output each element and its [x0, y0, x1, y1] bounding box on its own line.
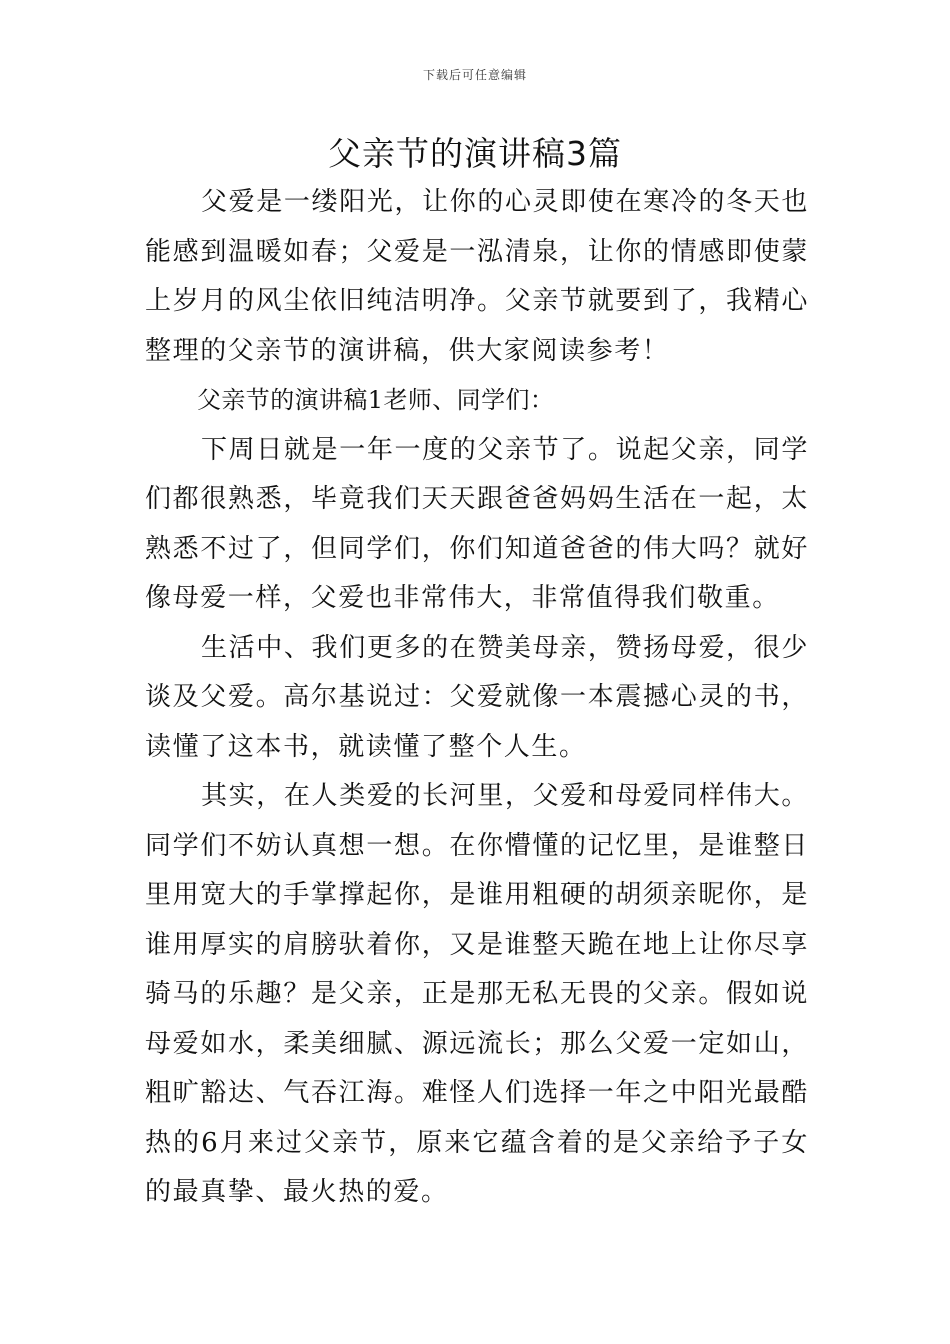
document-body — [145, 178, 809, 1218]
section-heading: 父亲节的演讲稿1老师、同学们： — [197, 386, 555, 414]
paragraph-1: 下周日就是一年一度的父亲节了。说起父亲，同学们都很熟悉，毕竟我们天天跟爸爸妈妈生活在一起，太熟悉不过了，但同学们，你们知道爸爸的伟大吗？就好像母爱一样，父爱也非常伟大，非常值得我们敬重。 — [145, 434, 809, 613]
paragraph-2: 生活中、我们更多的在赞美母亲，赞扬母爱，很少谈及父爱。高尔基说过：父爱就像一本震撼心灵的书，读懂了这本书，就读懂了整个人生。 — [145, 632, 809, 762]
paragraph-3: 其实，在人类爱的长河里，父爱和母爱同样伟大。同学们不妨认真想一想。在你懵懂的记忆里，是谁整日里用宽大的手掌撑起你，是谁用粗硬的胡须亲昵你，是谁用厚实的肩膀驮着你，又是谁整天跪在地上让你尽享骑马的乐趣？是父亲，正是那无私无畏的父亲。假如说母爱如水，柔美细腻、源远流长；那么父爱一定如山，粗旷豁达、气吞江海。难怪人们选择一年之中阳光最酷热的6月来过父亲节，原来它蕴含着的是父亲给予子女的最真挚、最火热的爱。 — [145, 781, 809, 1207]
document-title: 父亲节的演讲稿3篇 — [328, 134, 622, 173]
paragraph-intro: 父爱是一缕阳光，让你的心灵即使在寒冷的冬天也能感到温暖如春；父爱是一泓清泉，让你的情感即使蒙上岁月的风尘依旧纯洁明净。父亲节就要到了，我精心整理的父亲节的演讲稿，供大家阅读参考！ — [145, 187, 809, 366]
header-note: 下载后可任意编辑 — [422, 68, 527, 82]
